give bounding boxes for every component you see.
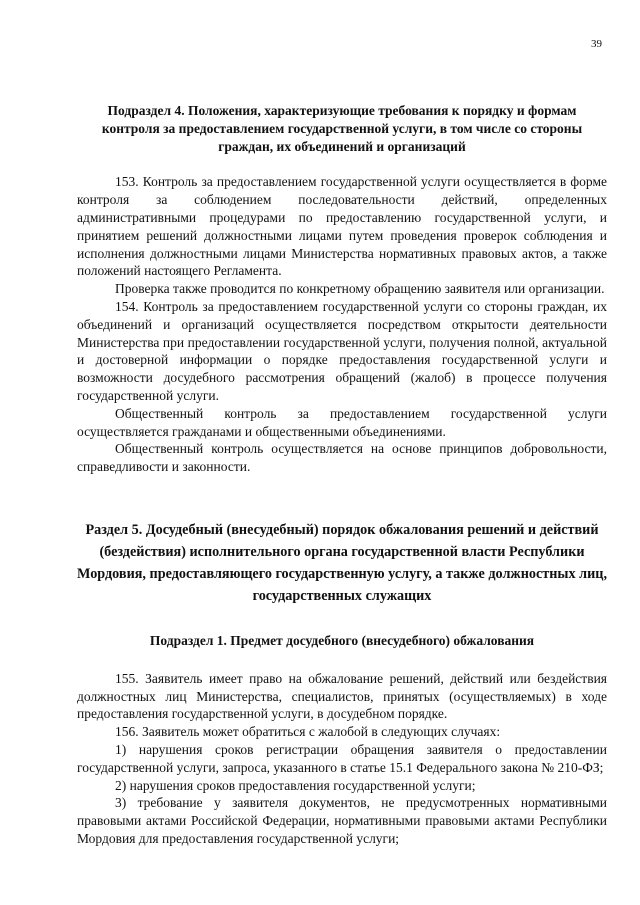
paragraph-155: 155. Заявитель имеет право на обжалование решений, действий или бездействия должностных лиц Министерства, специалистов, принятых (осуществляемых) в ходе предоставления государственной услуги, в досудебном порядке. xyxy=(77,670,607,722)
list-item-2: 2) нарушения сроков предоставления государственной услуги; xyxy=(115,777,476,793)
list-item-3: 3) требование у заявителя документов, не предусмотренных нормативными правовыми актами Российской Федерации, нормативными правовыми актами Республики Мордовия для предоставления государственной услуги; xyxy=(77,795,607,846)
document-body xyxy=(77,102,607,848)
section-5-title: Раздел 5. Досудебный (внесудебный) порядок обжалования решений и действий (бездействия) исполнительного органа государственной власти Республики Мордовия, предоставляющего государственную услугу, а также должностных лиц, государственных служащих xyxy=(77,521,607,604)
paragraph-154-public-control: Общественный контроль за предоставлением государственной услуги осуществляется гражданами и общественными объединениями. xyxy=(77,405,607,439)
subsection-4-title: Подраздел 4. Положения, характеризующие требования к порядку и формам контроля за предоставлением государственной услуги, в том числе со стороны граждан, их объединений и организаций xyxy=(101,103,583,154)
paragraph-156: 156. Заявитель может обратиться с жалобой в следующих случаях: xyxy=(115,724,501,740)
subsection-4-body xyxy=(77,173,607,476)
paragraph-154-principles: Общественный контроль осуществляется на основе принципов добровольности, справедливости и законности. xyxy=(77,441,607,475)
subsection-1-title: Подраздел 1. Предмет досудебного (внесудебного) обжалования xyxy=(149,632,535,648)
page-number: 39 xyxy=(591,38,602,50)
paragraph-153-check: Проверка также проводится по конкретному обращению заявителя или организации. xyxy=(115,281,605,297)
subsection-1-body xyxy=(77,670,607,848)
paragraph-154: 154. Контроль за предоставлением государственной услуги со стороны граждан, их объединений и организаций осуществляется посредством открытости деятельности Министерства при предоставлении государственной услуги, получения полной, актуальной и достоверной информации о порядке предоставления государственной услуги и возможности досудебного рассмотрения обращений (жалоб) в процессе получения государственной услуги. xyxy=(77,298,607,403)
list-item-1: 1) нарушения сроков регистрации обращения заявителя о предоставлении государственной услуги, запроса, указанного в статье 15.1 Федерального закона № 210-ФЗ; xyxy=(77,741,607,775)
paragraph-153: 153. Контроль за предоставлением государственной услуги осуществляется в форме контроля за соблюдением последовательности действий, определенных административными процедурами по предоставлению государственной услуги, и принятием решений должностными лицами путем проведения проверок соблюдения и исполнения должностными лицами Министерства нормативных правовых актов, а также положений настоящего Регламента. xyxy=(77,174,607,279)
